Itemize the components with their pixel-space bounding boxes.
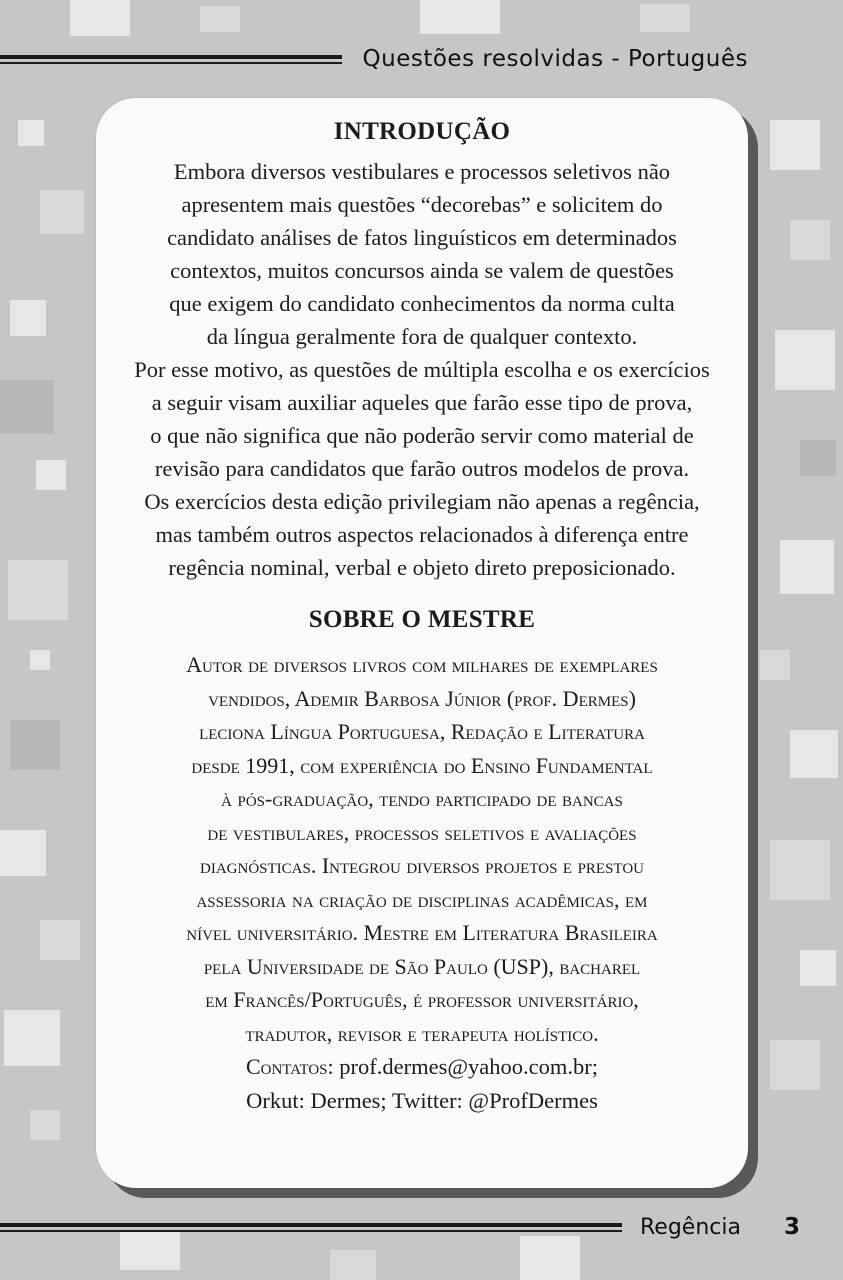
about-line: nível universitário. Mestre em Literatura Brasileira [186,920,658,945]
about-line: à pós-graduação, tendo participado de bancas [221,786,623,811]
intro-line: da língua geralmente fora de qualquer contexto. [206,324,638,349]
running-header [0,38,843,82]
page-number: 3 [784,1214,801,1240]
about-line: Autor de diversos livros com milhares de exemplares [186,652,658,677]
intro-line: Embora diversos vestibulares e processos seletivos não [173,159,671,184]
contact-email: prof.dermes@yahoo.com.br; [339,1054,599,1079]
intro-line: Por esse motivo, as questões de múltipla escolha e os exercícios [134,357,710,382]
header-title: Questões resolvidas - Português [362,46,748,72]
footer-title: Regência [640,1215,741,1240]
about-line: desde 1991, com experiência do Ensino Fundamental [191,752,653,778]
social-line: Orkut: Dermes; Twitter: @ProfDermes [246,1087,598,1113]
about-line: assessoria na criação de disciplinas acadêmicas, em [196,886,648,912]
intro-line: a seguir visam auxiliar aqueles que farão esse tipo de prova, [151,390,693,415]
intro-line: o que não significa que não poderão servir como material de [150,423,694,448]
about-paragraph [112,648,732,1117]
intro-paragraph [112,155,732,584]
intro-line: Os exercícios desta edição privilegiam não apenas a regência, [144,489,700,514]
about-line: tradutor, revisor e terapeuta holístico. [245,1020,599,1046]
intro-line: candidato análises de fatos linguísticos em determinados [167,225,677,250]
intro-line: apresentem mais questões “decorebas” e solicitem do [181,192,663,217]
contacts-label: Contatos: [245,1054,334,1079]
about-line: pela Universidade de São Paulo (USP), bacharel [203,953,641,979]
intro-heading: INTRODUÇÃO [333,118,511,145]
about-line: vendidos, Ademir Barbosa Júnior (prof. Dermes) [208,685,636,711]
contacts-line [112,1050,732,1084]
footer-rule [0,1223,622,1227]
about-line: diagnósticas. Integrou diversos projetos e prestou [200,853,644,878]
about-line: leciona Língua Portuguesa, Redação e Literatura [199,719,645,744]
about-line: de vestibulares, processos seletivos e avaliações [207,819,637,845]
intro-line: mas também outros aspectos relacionados à diferença entre [155,522,689,547]
intro-line: revisão para candidatos que farão outros modelos de prova. [154,456,690,481]
footer-rule [0,1230,622,1232]
intro-line: contextos, muitos concursos ainda se valem de questões [170,258,674,283]
about-heading: SOBRE O MESTRE [308,606,536,633]
running-footer [0,1212,843,1252]
content-card [96,98,748,1188]
header-rule [0,62,342,64]
about-line: em Francês/Português, é professor universitário, [205,987,639,1012]
header-rule [0,55,342,59]
intro-line: que exigem do candidato conhecimentos da norma culta [169,291,675,316]
intro-line: regência nominal, verbal e objeto direto preposicionado. [168,555,676,580]
